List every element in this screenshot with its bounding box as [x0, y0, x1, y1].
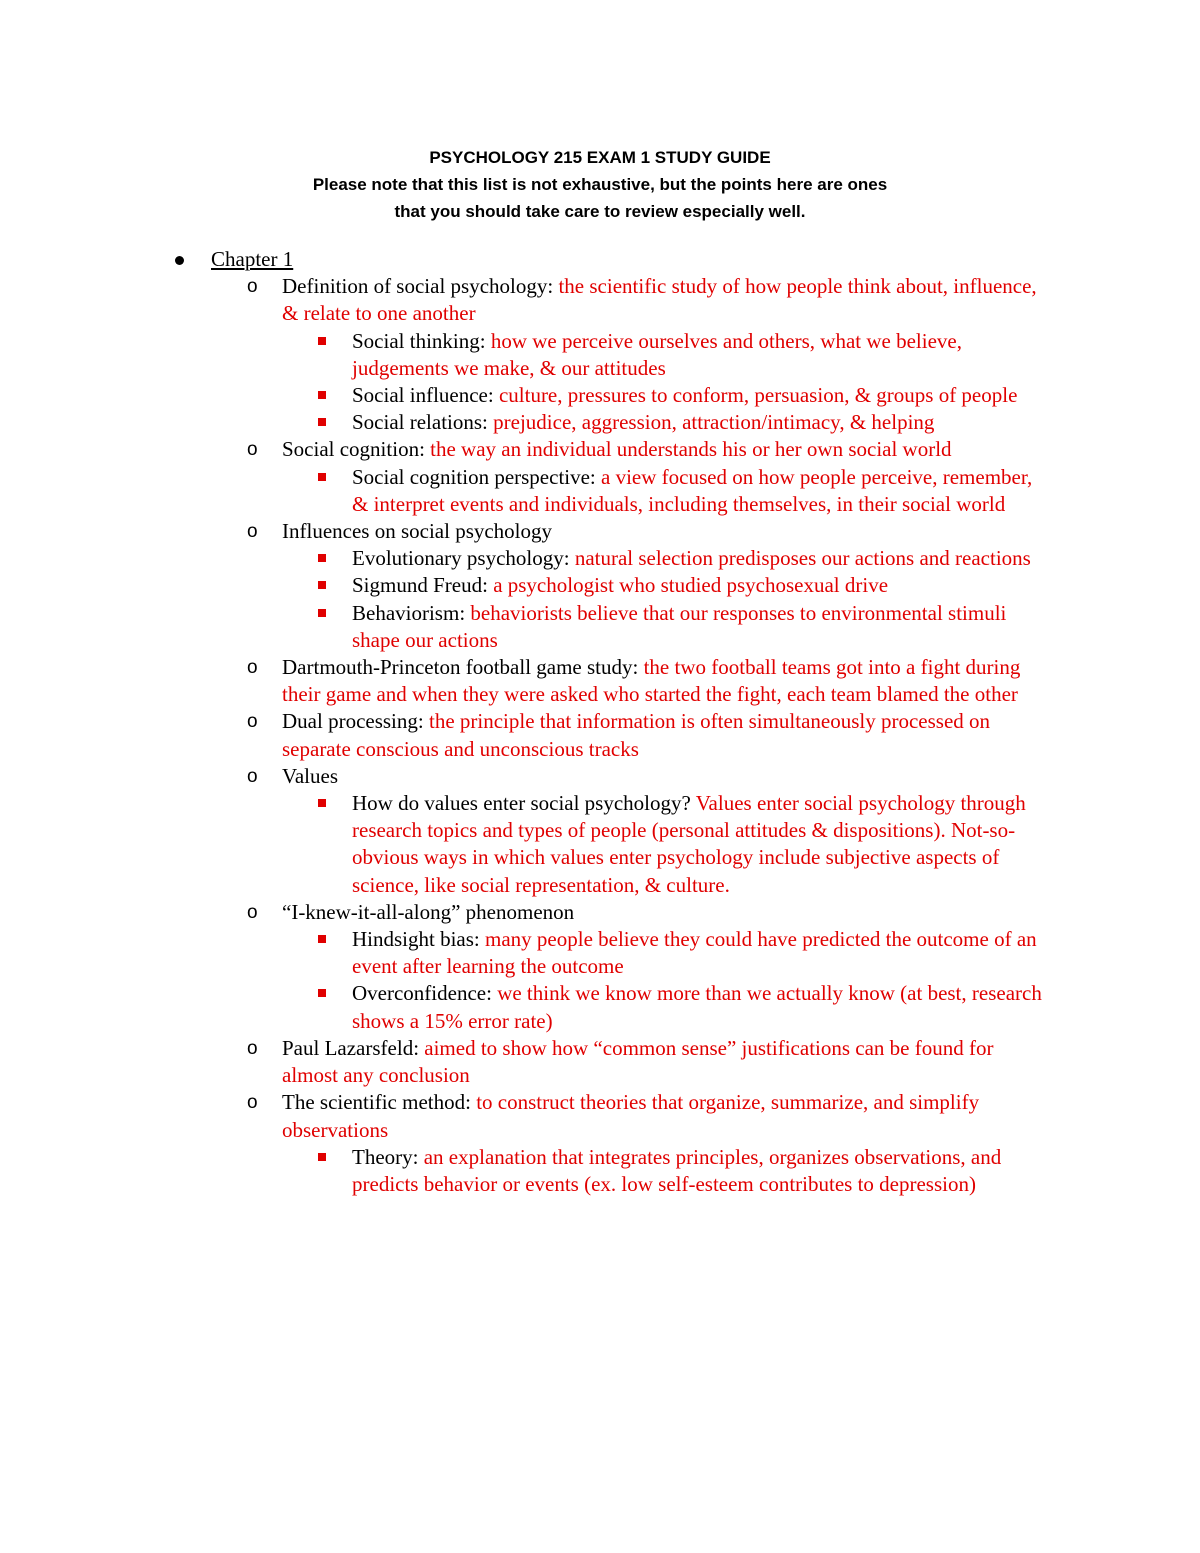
subitem-definition: Values enter social psychology through research topics and types of people (personal attitudes & dispositions). Not-so-obvious ways in which values enter psychology include subjective aspects of science, like social representation, & culture.: [352, 791, 1026, 897]
outline-subitem: [0, 545, 1200, 572]
bullet-icon: [175, 256, 184, 265]
subitem-definition: natural selection predisposes our actions and reactions: [574, 546, 1031, 571]
subitem-term: Social relations:: [352, 410, 494, 435]
outline-item: [0, 899, 1200, 926]
outline-subitem: [0, 409, 1200, 436]
outline-subitem: [0, 382, 1200, 409]
square-bullet-icon: [318, 1153, 326, 1161]
item-definition: the way an individual understands his or her own social world: [430, 437, 952, 462]
square-bullet-icon: [318, 473, 326, 481]
subitem-term: How do values enter social psychology?: [352, 791, 696, 816]
item-definition: aimed to show how “common sense” justifications can be found for almost any conclusion: [282, 1035, 994, 1088]
item-term: Dartmouth-Princeton football game study:: [282, 655, 644, 680]
subitem-term: Hindsight bias:: [352, 927, 486, 952]
item-term: The scientific method:: [282, 1090, 477, 1115]
outline-item: [0, 654, 1200, 708]
circle-bullet-icon: o: [247, 657, 258, 679]
item-definition: to construct theories that organize, summarize, and simplify observations: [282, 1090, 980, 1142]
item-term: Dual processing:: [282, 709, 429, 734]
header-note-line-1: Please note that this list is not exhaustive, but the points here are ones: [312, 175, 888, 194]
outline-subitem: [0, 600, 1200, 654]
square-bullet-icon: [318, 391, 326, 399]
circle-bullet-icon: o: [247, 711, 258, 733]
subitem-term: Social cognition perspective:: [352, 464, 602, 489]
square-bullet-icon: [318, 337, 326, 345]
chapter-label: Chapter 1: [211, 247, 294, 271]
outline-subitem: [0, 328, 1200, 382]
item-term: “I-knew-it-all-along” phenomenon: [282, 899, 575, 924]
subitem-definition: many people believe they could have predicted the outcome of an event after learning the outcome: [352, 927, 1037, 979]
circle-bullet-icon: o: [247, 901, 258, 923]
subitem-definition: culture, pressures to conform, persuasion, & groups of people: [498, 383, 1018, 408]
square-bullet-icon: [318, 418, 326, 426]
outline-item: [0, 763, 1200, 790]
chapter-item: [0, 246, 1200, 273]
subitem-term: Behaviorism:: [352, 600, 471, 625]
square-bullet-icon: [318, 554, 326, 562]
outline-item: [0, 1035, 1200, 1089]
subitem-term: Sigmund Freud:: [352, 573, 494, 598]
outline-subitem: [0, 464, 1200, 518]
outline-item: [0, 1089, 1200, 1143]
outline-item: [0, 436, 1200, 463]
outline-subitem: [0, 926, 1200, 980]
outline-subitem: [0, 980, 1200, 1034]
item-term: Values: [282, 763, 338, 788]
subitem-term: Theory:: [352, 1144, 424, 1169]
subitem-definition: how we perceive ourselves and others, what we believe, judgements we make, & our attitudes: [352, 328, 962, 380]
subitem-definition: an explanation that integrates principles, organizes observations, and predicts behavior or events (ex. low self-esteem contributes to depression): [352, 1144, 1002, 1196]
outline-items: [0, 273, 1200, 1198]
subitem-term: Social influence:: [352, 383, 499, 408]
outline-item: [0, 518, 1200, 545]
outline: [0, 246, 1200, 1198]
square-bullet-icon: [318, 799, 326, 807]
subitem-definition: we think we know more than we actually know (at best, research shows a 15% error rate): [352, 981, 1042, 1033]
item-term: Definition of social psychology:: [282, 274, 559, 299]
square-bullet-icon: [318, 935, 326, 943]
square-bullet-icon: [318, 609, 326, 617]
outline-subitem: [0, 572, 1200, 599]
square-bullet-icon: [318, 581, 326, 589]
circle-bullet-icon: o: [247, 276, 258, 298]
subitem-definition: a psychologist who studied psychosexual drive: [493, 573, 889, 598]
subitem-term: Overconfidence:: [352, 981, 498, 1006]
circle-bullet-icon: o: [247, 439, 258, 461]
subitem-definition: prejudice, aggression, attraction/intimacy, & helping: [493, 410, 935, 435]
item-definition: the scientific study of how people think about, influence, & relate to one another: [282, 274, 1037, 326]
item-term: Paul Lazarsfeld:: [282, 1035, 425, 1060]
document-header: [0, 144, 1200, 225]
document-title: PSYCHOLOGY 215 EXAM 1 STUDY GUIDE: [429, 148, 771, 167]
outline-subitem: [0, 1144, 1200, 1198]
square-bullet-icon: [318, 989, 326, 997]
header-note-line-2: that you should take care to review especially well.: [394, 202, 806, 221]
item-definition: the two football teams got into a fight during their game and when they were asked who started the fight, each team blamed the other: [282, 655, 1021, 707]
subitem-term: Social thinking:: [352, 328, 491, 353]
outline-item: [0, 273, 1200, 327]
subitem-term: Evolutionary psychology:: [352, 546, 575, 571]
subitem-definition: a view focused on how people perceive, remember, & interpret events and individuals, including themselves, in their social world: [352, 464, 1033, 516]
circle-bullet-icon: o: [247, 521, 258, 543]
outline-item: [0, 708, 1200, 762]
circle-bullet-icon: o: [247, 765, 258, 787]
subitem-definition: behaviorists believe that our responses to environmental stimuli shape our actions: [352, 600, 1007, 652]
item-term: Influences on social psychology: [282, 519, 553, 544]
circle-bullet-icon: o: [247, 1037, 258, 1059]
outline-subitem: [0, 790, 1200, 899]
circle-bullet-icon: o: [247, 1092, 258, 1114]
item-definition: the principle that information is often simultaneously processed on separate conscious and unconscious tracks: [282, 709, 991, 761]
item-term: Social cognition:: [282, 437, 431, 462]
